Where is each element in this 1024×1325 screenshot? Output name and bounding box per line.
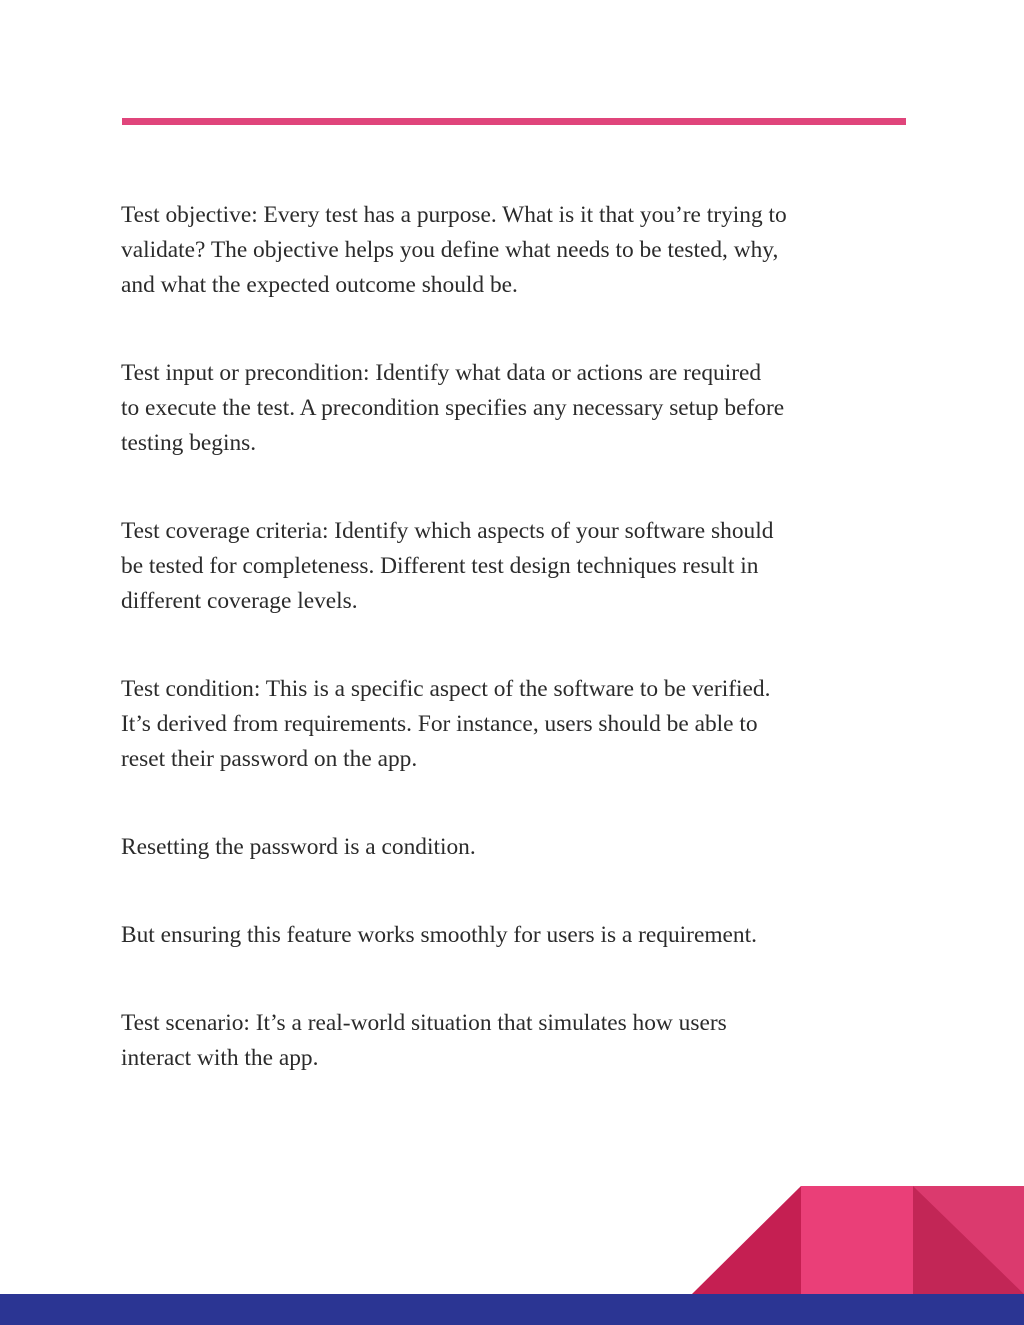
corner-square-middle — [801, 1186, 913, 1294]
paragraph-test-objective: Test objective: Every test has a purpose. What is it that you’re trying to validate? The objective helps you define what needs to be tested, why, and what the expected outcome should be. — [121, 202, 787, 298]
paragraph-test-coverage: Test coverage criteria: Identify which aspects of your software should be tested for completeness. Different test design techniques result in different coverage levels. — [121, 518, 774, 614]
paragraph-test-scenario: Test scenario: It’s a real-world situation that simulates how users interact with the app. — [121, 1010, 727, 1071]
paragraph-test-condition: Test condition: This is a specific aspect of the software to be verified. It’s derived from requirements. For instance, users should be able to reset their password on the app. — [121, 676, 771, 772]
paragraph-requirement: But ensuring this feature works smoothly for users is a requirement. — [121, 922, 757, 948]
corner-triangle-left — [692, 1186, 801, 1294]
footer-bar — [0, 1294, 1024, 1325]
paragraph-reset-condition: Resetting the password is a condition. — [121, 834, 476, 860]
paragraph-test-input: Test input or precondition: Identify what data or actions are required to execute the test. A precondition specifies any necessary setup before testing begins. — [121, 360, 785, 456]
